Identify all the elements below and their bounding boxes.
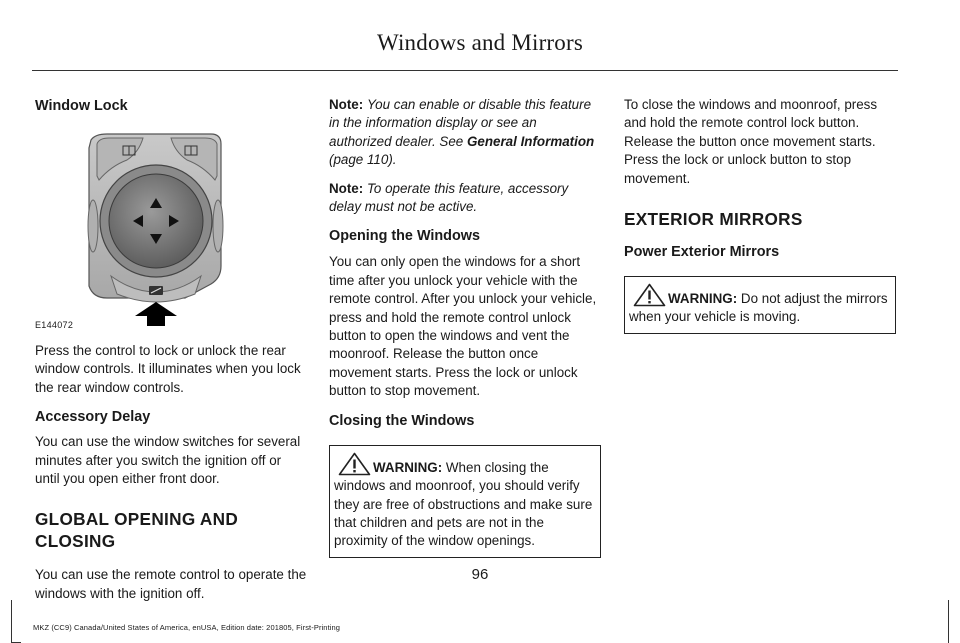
global-opening-heading: GLOBAL OPENING AND CLOSING — [35, 509, 239, 552]
column-right — [624, 96, 896, 334]
closing-windows-heading: Closing the Windows — [329, 412, 475, 429]
window-switch-illustration — [35, 126, 231, 326]
note-label: Note: — [329, 180, 364, 196]
figure-code: E144072 — [35, 320, 74, 330]
note-page-ref: (page 110). — [329, 152, 397, 168]
window-lock-paragraph: Press the control to lock or unlock the rear window controls. It illuminates when you lock the rear window controls. — [35, 343, 301, 395]
mirrors-warning-box — [624, 276, 896, 334]
column-middle — [329, 96, 601, 558]
note-text: You can enable or disable this feature in the information display or see an authorized dealer. See — [329, 97, 592, 149]
opening-windows-paragraph: You can only open the windows for a short time after you unlock your vehicle with the remote control. After you unlock your vehicle, press and hold the remote control unlock button to open the windows and vent the moonroof. Release the button once movement starts. Press the lock or unlock button to stop movement. — [329, 254, 597, 399]
warning-text: When closing the windows and moonroof, you should verify they are free of obstructions and make sure that children and pets are not in the proximity of the window openings. — [334, 459, 593, 549]
warning-label: WARNING: — [668, 291, 738, 307]
opening-windows-heading: Opening the Windows — [329, 228, 480, 245]
warning-text: Do not adjust the mirrors when your vehicle is moving. — [629, 291, 888, 325]
general-information-link[interactable]: General Information — [466, 133, 595, 149]
accessory-delay-heading: Accessory Delay — [35, 409, 151, 426]
warning-label: WARNING: — [373, 459, 443, 475]
note-label: Note: — [329, 97, 364, 112]
closing-warning-paragraph — [334, 452, 596, 551]
accessory-delay-paragraph: You can use the window switches for several minutes after you switch the ignition off or until you open either front door. — [35, 434, 301, 487]
note-feature-setting — [329, 96, 601, 170]
warning-triangle-icon — [338, 452, 371, 476]
exterior-mirrors-heading: EXTERIOR MIRRORS — [624, 209, 803, 230]
warning-triangle-icon — [633, 283, 666, 307]
note-accessory-delay — [329, 180, 601, 217]
column-left — [35, 96, 307, 603]
page-number: 96 — [471, 566, 489, 583]
power-exterior-mirrors-heading: Power Exterior Mirrors — [624, 244, 780, 261]
edition-footer: MKZ (CC9) Canada/United States of America, enUSA, Edition date: 201805, First-Printing — [33, 623, 341, 632]
global-opening-paragraph: You can use the remote control to operate the windows with the ignition off. — [35, 567, 307, 601]
window-lock-figure — [35, 126, 231, 330]
note-text: To operate this feature, accessory delay must not be active. — [329, 180, 569, 215]
close-windows-paragraph: To close the windows and moonroof, press and hold the remote control lock button. Release the button once movement starts. Press the lock or unlock button to stop movement. — [624, 97, 878, 186]
mirrors-warning-paragraph — [629, 283, 891, 327]
crop-mark-right — [948, 600, 949, 643]
window-lock-heading: Window Lock — [35, 98, 128, 114]
crop-mark-left — [11, 600, 12, 643]
page-title: Windows and Mirrors — [376, 30, 584, 55]
closing-warning-box — [329, 445, 601, 558]
header-divider — [32, 70, 898, 71]
